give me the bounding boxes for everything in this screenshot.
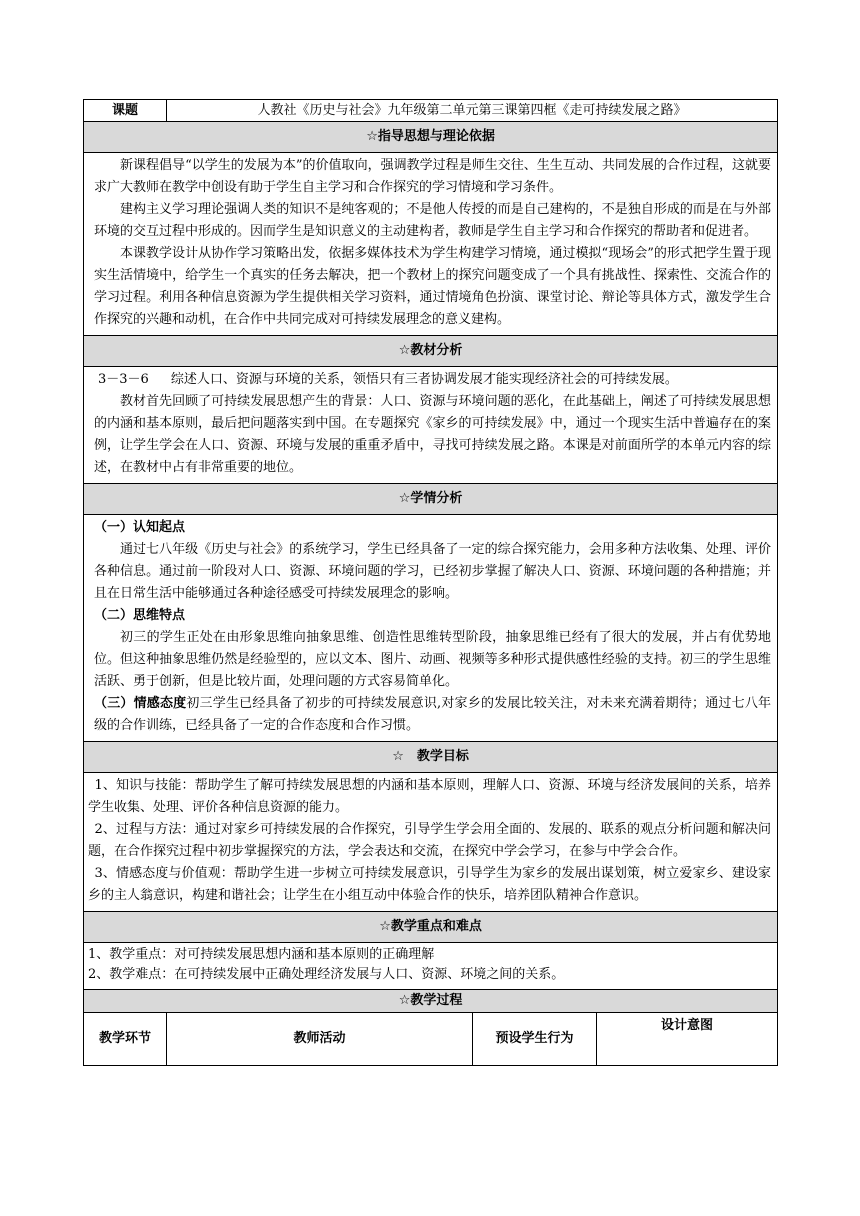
- process-col-teacher: 教师活动: [167, 1013, 473, 1066]
- keypoints-section-body: [84, 943, 778, 990]
- process-col-student: 预设学生行为: [473, 1013, 597, 1066]
- guiding-paragraph-1: 新课程倡导“以学生的发展为本”的价值取向，强调教学过程是师生交往、生生互动、共同发展的合作过程，这就要求广大教师在教学中创设有助于学生自主学习和合作探究的学习情境和学习条件。: [94, 158, 772, 195]
- keypoint-item-2: 2、教学难点：在可持续发展中正确处理经济发展与人口、资源、环境之间的关系。: [88, 967, 565, 982]
- textbook-section-body: [84, 367, 778, 484]
- objectives-section-body: [84, 773, 778, 912]
- process-section-title: ☆教学过程: [84, 990, 778, 1013]
- guiding-section-title: ☆指导思想与理论依据: [84, 122, 778, 153]
- keypoint-item-1: 1、教学重点：对可持续发展思想内涵和基本原则的正确理解: [88, 947, 435, 962]
- standard-code: 3－3－6: [98, 372, 149, 387]
- objective-item-2: 2、过程与方法：通过对家乡可持续发展的合作探究，引导学生学会用全面的、发展的、联系的观点分析问题和解决问题，在合作探究过程中初步掌握探究的方法，学会表达和交流，在探究中学会学习，在参与中学会合作。: [88, 822, 772, 859]
- learners-paragraph-3-line: [94, 693, 771, 737]
- lesson-plan-page: [83, 99, 777, 1066]
- learners-section-title: ☆学情分析: [84, 484, 778, 515]
- learners-paragraph-2: 初三的学生正处在由形象思维向抽象思维、创造性思维转型阶段，抽象思维已经有了很大的发展，并占有优势地位。但这种抽象思维仍然是经验型的，应以文本、图片、动画、视频等多种形式提供感性经验的支持。初三的学生思维活跃、勇于创新，但是比较片面，处理问题的方式容易简单化。: [94, 630, 772, 689]
- learners-paragraph-3: 初三学生已经具备了初步的可持续发展意识,对家乡的发展比较关注，对未来充满着期待；通过七八年级的合作训练，已经具备了一定的合作态度和合作习惯。: [94, 696, 772, 733]
- textbook-section-title: ☆教材分析: [84, 336, 778, 367]
- guiding-section-body: [84, 153, 778, 336]
- standard-text: 综述人口、资源与环境的关系，领悟只有三者协调发展才能实现经济社会的可持续发展。: [170, 372, 678, 387]
- objective-item-3: 3、情感态度与价值观：帮助学生进一步树立可持续发展意识，引导学生为家乡的发展出谋划策，树立爱家乡、建设家乡的主人翁意识，构建和谐社会；让学生在小组互动中体验合作的快乐，培养团队精神合作意识。: [88, 866, 772, 903]
- guiding-paragraph-3: 本课教学设计从协作学习策略出发，依据多媒体技术为学生构建学习情境，通过模拟“现场会”的形式把学生置于现实生活情境中，给学生一个真实的任务去解决，把一个教材上的探究问题变成了一个具有挑战性、探索性、交流合作的学习过程。利用各种信息资源为学生提供相关学习资料，通过情境角色扮演、课堂讨论、辩论等具体方式，激发学生合作探究的兴趣和动机，在合作中共同完成对可持续发展理念的意义建构。: [94, 246, 772, 327]
- process-col-intent: 设计意图: [597, 1013, 778, 1066]
- topic-label: 课题: [84, 100, 167, 122]
- process-header-row: [84, 1013, 778, 1066]
- learners-heading-3: （三）情感态度: [94, 696, 187, 711]
- learners-section-body: [84, 515, 778, 742]
- lesson-plan-table: [83, 99, 778, 1066]
- textbook-paragraph: 教材首先回顾了可持续发展思想产生的背景：人口、资源与环境问题的恶化，在此基础上，阐述了可持续发展思想的内涵和基本原则，最后把问题落实到中国。在专题探究《家乡的可持续发展》中，通过一个现实生活中普遍存在的案例，让学生学会在人口、资源、环境与发展的重重矛盾中，寻找可持续发展之路。本课是对前面所学的本单元内容的综述，在教材中占有非常重要的地位。: [94, 394, 772, 475]
- objective-item-1: 1、知识与技能：帮助学生了解可持续发展思想的内涵和基本原则，理解人口、资源、环境与经济发展间的关系，培养学生收集、处理、评价各种信息资源的能力。: [88, 778, 772, 815]
- process-col-stage: 教学环节: [84, 1013, 167, 1066]
- learners-heading-2: （二）思维特点: [94, 608, 186, 623]
- topic-title: 人教社《历史与社会》九年级第二单元第三课第四框《走可持续发展之路》: [167, 100, 778, 122]
- learners-paragraph-1: 通过七八年级《历史与社会》的系统学习，学生已经具备了一定的综合探究能力，会用多种方法收集、处理、评价各种信息。通过前一阶段对人口、资源、环境问题的学习，已经初步掌握了解决人口、资源、环境问题的各种措施；并且在日常生活中能够通过各种途径感受可持续发展理念的影响。: [94, 542, 772, 601]
- curriculum-standard: [94, 369, 771, 391]
- objectives-section-title: ☆ 教学目标: [84, 742, 778, 773]
- topic-row: [84, 100, 778, 122]
- keypoints-section-title: ☆教学重点和难点: [84, 912, 778, 943]
- guiding-paragraph-2: 建构主义学习理论强调人类的知识不是纯客观的；不是他人传授的而是自己建构的，不是独自形成的而是在与外部环境的交互过程中形成的。因而学生是知识意义的主动建构者，教师是学生自主学习和合作探究的帮助者和促进者。: [94, 202, 772, 239]
- learners-heading-1: （一）认知起点: [94, 520, 186, 535]
